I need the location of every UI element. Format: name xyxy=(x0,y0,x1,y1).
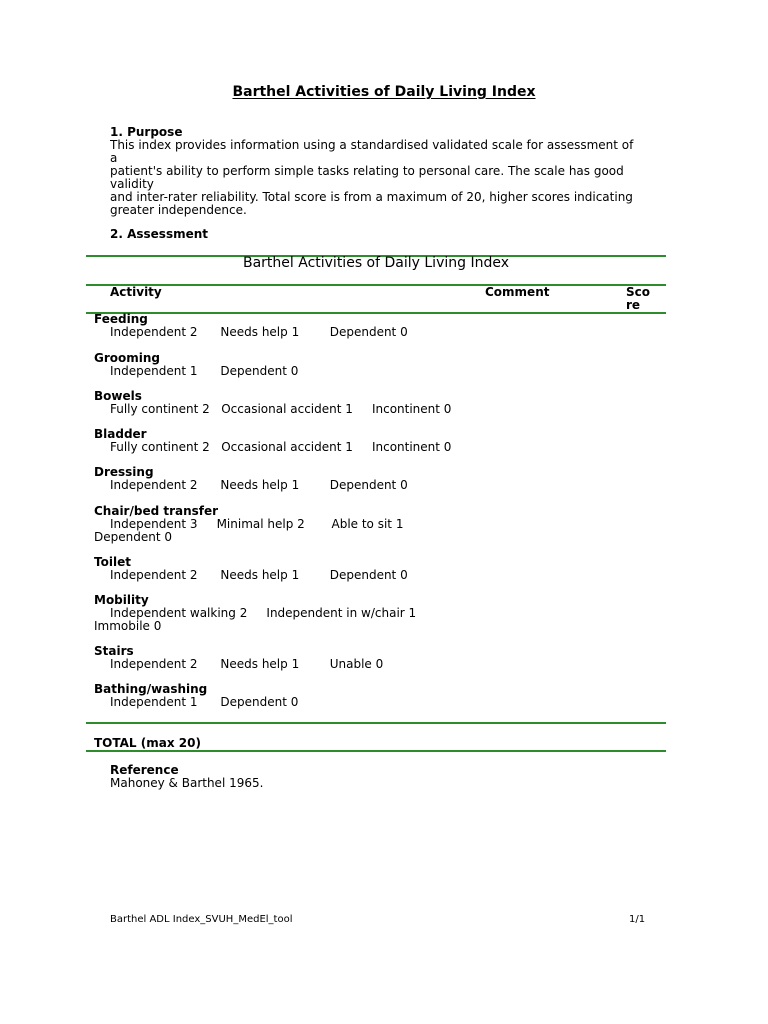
activity-row-chair-bed-transfer xyxy=(94,505,634,544)
reference-heading: Reference xyxy=(110,763,179,777)
assessment-heading: 2. Assessment xyxy=(110,227,209,241)
activity-options-wrap: Dependent 0 xyxy=(94,530,172,544)
activity-row-feeding xyxy=(94,313,634,339)
purpose-section xyxy=(110,126,640,217)
activity-options-wrap: Immobile 0 xyxy=(94,619,162,633)
activity-options: Independent walking 2 Independent in w/chair 1 xyxy=(110,606,417,620)
column-header-comment: Comment xyxy=(485,285,550,299)
activity-name: Toilet xyxy=(94,555,131,569)
column-header-activity: Activity xyxy=(110,285,162,299)
activity-options: Independent 3 Minimal help 2 Able to sit 1 xyxy=(110,517,404,531)
activity-name: Bathing/washing xyxy=(94,682,208,696)
activity-name: Feeding xyxy=(94,312,148,326)
activity-options: Independent 2 Needs help 1 Unable 0 xyxy=(110,657,384,671)
activity-row-mobility xyxy=(94,594,634,633)
purpose-heading: 1. Purpose xyxy=(110,125,183,139)
document-title: Barthel Activities of Daily Living Index xyxy=(232,84,536,100)
activity-name: Dressing xyxy=(94,465,154,479)
activity-name: Chair/bed transfer xyxy=(94,504,219,518)
activity-options: Independent 2 Needs help 1 Dependent 0 xyxy=(110,478,408,492)
purpose-line: greater independence. xyxy=(110,203,247,217)
activity-name: Grooming xyxy=(94,351,161,365)
activity-row-bathing-washing xyxy=(94,683,634,709)
reference-text: Mahoney & Barthel 1965. xyxy=(110,776,264,790)
total-label: TOTAL (max 20) xyxy=(94,736,201,750)
activity-name: Stairs xyxy=(94,644,134,658)
column-header-score: Score xyxy=(626,285,650,312)
activity-row-stairs xyxy=(94,645,634,671)
activity-options: Independent 2 Needs help 1 Dependent 0 xyxy=(110,568,408,582)
purpose-line: This index provides information using a standardised validated scale for assessment of a xyxy=(110,138,634,165)
activity-name: Bladder xyxy=(94,427,147,441)
activity-options: Fully continent 2 Occasional accident 1 Incontinent 0 xyxy=(110,440,452,454)
activity-name: Bowels xyxy=(94,389,142,403)
activity-row-toilet xyxy=(94,556,634,582)
table-title: Barthel Activities of Daily Living Index xyxy=(242,255,509,271)
reference-section xyxy=(110,764,263,790)
table-bottom-rule xyxy=(86,722,666,724)
purpose-line: patient's ability to perform simple tasks relating to personal care. The scale has good validity xyxy=(110,164,624,191)
footer-document-id: Barthel ADL Index_SVUH_MedEl_tool xyxy=(110,914,293,925)
activity-options: Fully continent 2 Occasional accident 1 Incontinent 0 xyxy=(110,402,452,416)
footer-page-number: 1/1 xyxy=(629,914,646,925)
activity-options: Independent 1 Dependent 0 xyxy=(110,695,299,709)
activity-options: Independent 1 Dependent 0 xyxy=(110,364,299,378)
activity-row-bowels xyxy=(94,390,634,416)
activity-name: Mobility xyxy=(94,593,149,607)
activity-options: Independent 2 Needs help 1 Dependent 0 xyxy=(110,325,408,339)
activity-row-grooming xyxy=(94,352,634,378)
table-title-rule xyxy=(86,284,666,286)
purpose-line: and inter-rater reliability. Total score is from a maximum of 20, higher scores indicating xyxy=(110,190,633,204)
total-rule xyxy=(86,750,666,752)
activity-row-dressing xyxy=(94,466,634,492)
activity-row-bladder xyxy=(94,428,634,454)
